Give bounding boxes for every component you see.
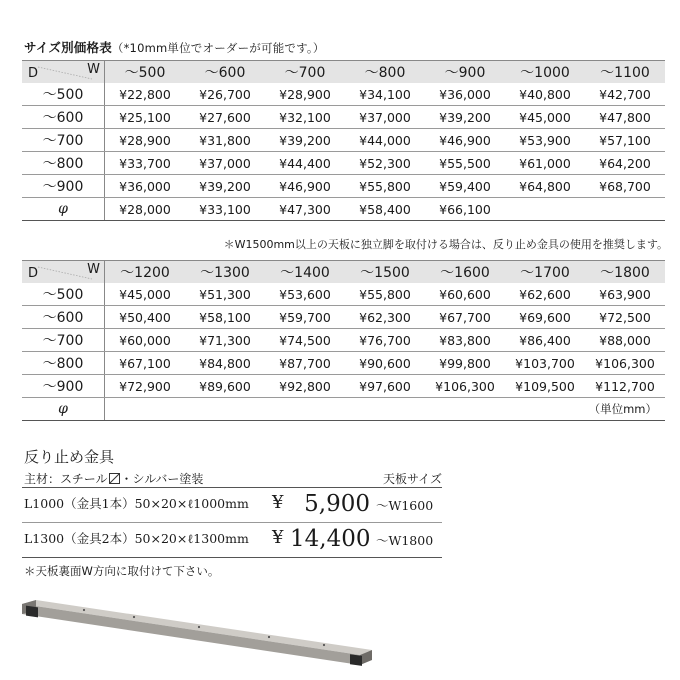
- price-cell: ¥33,100: [185, 198, 265, 221]
- price-cell: ¥106,300: [425, 375, 505, 398]
- table-header-row: [22, 261, 665, 284]
- price-cell: ¥89,600: [185, 375, 265, 398]
- price-cell: ¥87,700: [265, 352, 345, 375]
- price-cell: ¥45,000: [105, 283, 186, 306]
- price-cell: ¥46,900: [425, 129, 505, 152]
- bracket-material: [24, 470, 203, 487]
- price-cell: ¥69,600: [505, 306, 585, 329]
- price-cell: ¥64,800: [505, 175, 585, 198]
- price-cell: ¥86,400: [505, 329, 585, 352]
- price-cell: ¥67,100: [105, 352, 186, 375]
- column-header: ～900: [425, 61, 505, 84]
- corner-w-label: W: [87, 62, 100, 77]
- row-label: ～700: [22, 329, 105, 352]
- row-label: ～900: [22, 375, 105, 398]
- finish-label: ・シルバー塗装: [120, 472, 204, 486]
- price-cell: ¥55,800: [345, 283, 425, 306]
- price-cell: ¥53,600: [265, 283, 345, 306]
- price-cell: ¥44,000: [345, 129, 425, 152]
- board-size-label: 天板サイズ: [383, 472, 443, 486]
- price-cell: ¥63,900: [585, 283, 665, 306]
- price-cell: ¥60,000: [105, 329, 186, 352]
- divider: [22, 557, 442, 558]
- column-header: ～1500: [345, 261, 425, 284]
- steel-bracket-illustration: [14, 592, 384, 670]
- recommendation-note: ＊W1500mm以上の天板に独立脚を取付ける場合は、反り止め金具の使用を推奨します。: [223, 238, 668, 251]
- screw-hole: [198, 626, 200, 628]
- price-cell: ¥45,000: [505, 106, 585, 129]
- price-cell: ¥59,700: [265, 306, 345, 329]
- price-cell: ¥109,500: [505, 375, 585, 398]
- column-header: ～1300: [185, 261, 265, 284]
- screw-hole: [323, 644, 325, 646]
- price-cell: ¥66,100: [425, 198, 505, 221]
- table-row: [22, 129, 665, 152]
- column-header: ～700: [265, 61, 345, 84]
- column-header: ～1600: [425, 261, 505, 284]
- price-cell: ¥32,100: [265, 106, 345, 129]
- price-cell: ¥99,800: [425, 352, 505, 375]
- price-cell: ¥46,900: [265, 175, 345, 198]
- price-cell: ¥68,700: [585, 175, 665, 198]
- price-cell: ¥57,100: [585, 129, 665, 152]
- price-cell: ¥53,900: [505, 129, 585, 152]
- price-cell: ¥40,800: [505, 83, 585, 106]
- price-cell: ¥28,900: [265, 83, 345, 106]
- table-row: [22, 198, 665, 221]
- price-cell: ¥55,800: [345, 175, 425, 198]
- divider: [22, 522, 442, 523]
- row-label: ～800: [22, 152, 105, 175]
- row-label-round: φ: [22, 198, 105, 221]
- price-cell: ¥37,000: [345, 106, 425, 129]
- row-label: ～600: [22, 306, 105, 329]
- price-cell: ¥51,300: [185, 283, 265, 306]
- price-cell: ¥71,300: [185, 329, 265, 352]
- price-cell: ¥88,000: [585, 329, 665, 352]
- screw-hole: [268, 636, 270, 638]
- corner-d-label: D: [28, 66, 39, 81]
- price-table-heading: [24, 38, 325, 56]
- price-cell: ¥55,500: [425, 152, 505, 175]
- material-label: 主材：スチール: [24, 472, 108, 486]
- row-label: ～900: [22, 175, 105, 198]
- price-cell: ¥36,000: [425, 83, 505, 106]
- yen-sign: ¥: [272, 492, 284, 513]
- table-row: [22, 106, 665, 129]
- price-cell: ¥76,700: [345, 329, 425, 352]
- heading-note: （*10mm単位でオーダーが可能です。）: [111, 41, 325, 55]
- table-row: [22, 352, 665, 375]
- price-cell: ¥97,600: [345, 375, 425, 398]
- price-cell: ¥74,500: [265, 329, 345, 352]
- price-cell: ¥90,600: [345, 352, 425, 375]
- mounting-note: ＊天板裏面W方向に取付けて下さい。: [24, 564, 220, 578]
- table-header-row: [22, 61, 665, 84]
- price-cell: ¥61,000: [505, 152, 585, 175]
- price-cell: ¥72,900: [105, 375, 186, 398]
- row-label: ～600: [22, 106, 105, 129]
- price-cell: ¥44,400: [265, 152, 345, 175]
- column-header: ～1000: [505, 61, 585, 84]
- price-cell: ¥33,700: [105, 152, 186, 175]
- table-row: [22, 375, 665, 398]
- price-cell: ¥47,300: [265, 198, 345, 221]
- price-table-1: [22, 60, 665, 221]
- table-row: [22, 83, 665, 106]
- price-cell: ¥39,200: [185, 175, 265, 198]
- price-cell: ¥59,400: [425, 175, 505, 198]
- price-cell: ¥47,800: [585, 106, 665, 129]
- bracket-item-spec: L1300（金具2本）50×20×ℓ1300mm: [24, 531, 249, 546]
- table-row: [22, 306, 665, 329]
- price-cell: ¥64,200: [585, 152, 665, 175]
- column-header: ～1400: [265, 261, 345, 284]
- row-label-round: φ: [22, 398, 105, 421]
- price-cell: ¥42,700: [585, 83, 665, 106]
- column-header: ～800: [345, 61, 425, 84]
- price-cell: ¥83,800: [425, 329, 505, 352]
- price-cell: ¥62,600: [505, 283, 585, 306]
- square-slash-icon: [109, 473, 120, 484]
- price-cell: ¥28,000: [105, 198, 186, 221]
- column-header: ～1800: [585, 261, 665, 284]
- price-cell: [585, 198, 665, 221]
- corner-d-label: D: [28, 266, 39, 281]
- table-row: [22, 329, 665, 352]
- price-cell: ¥27,600: [185, 106, 265, 129]
- price-cell: ¥39,200: [425, 106, 505, 129]
- price-cell: ¥103,700: [505, 352, 585, 375]
- corner-w-label: W: [87, 262, 100, 277]
- column-header: ～1200: [105, 261, 186, 284]
- screw-hole: [83, 609, 85, 611]
- bracket-front-face: [22, 604, 360, 665]
- price-cell: ¥112,700: [585, 375, 665, 398]
- end-cap: [26, 606, 38, 618]
- row-label: ～800: [22, 352, 105, 375]
- column-header: ～1700: [505, 261, 585, 284]
- end-cap: [350, 654, 362, 666]
- bracket-range: ～W1600: [376, 498, 434, 513]
- divider: [22, 487, 442, 488]
- screw-hole: [133, 616, 135, 618]
- corner-cell: [22, 61, 105, 84]
- column-header: ～600: [185, 61, 265, 84]
- price-cell: ¥58,100: [185, 306, 265, 329]
- bracket-item-spec: L1000（金具1本）50×20×ℓ1000mm: [24, 496, 249, 511]
- heading-title: サイズ別価格表: [24, 40, 112, 55]
- row-label: ～700: [22, 129, 105, 152]
- price-cell: ¥106,300: [585, 352, 665, 375]
- bracket-price: 5,900: [304, 491, 370, 517]
- row-label: ～500: [22, 283, 105, 306]
- price-cell: ¥37,000: [185, 152, 265, 175]
- price-cell: ¥50,400: [105, 306, 186, 329]
- table-row: [22, 283, 665, 306]
- price-cell: ¥25,100: [105, 106, 186, 129]
- price-cell: ¥31,800: [185, 129, 265, 152]
- price-cell: ¥67,700: [425, 306, 505, 329]
- bracket-range: ～W1800: [376, 533, 434, 548]
- corner-cell: [22, 261, 105, 284]
- price-cell: [505, 198, 585, 221]
- table-row: [22, 152, 665, 175]
- price-cell: ¥62,300: [345, 306, 425, 329]
- table-row: [22, 398, 665, 421]
- bracket-top-face: [22, 600, 372, 655]
- price-cell: ¥36,000: [105, 175, 186, 198]
- price-cell: ¥26,700: [185, 83, 265, 106]
- yen-sign: ¥: [272, 527, 284, 548]
- table-row: [22, 175, 665, 198]
- price-table-2: [22, 260, 665, 421]
- price-cell: ¥92,800: [265, 375, 345, 398]
- bracket-section-title: 反り止め金具: [24, 448, 115, 466]
- price-cell: ¥39,200: [265, 129, 345, 152]
- column-header: ～1100: [585, 61, 665, 84]
- price-cell: ¥60,600: [425, 283, 505, 306]
- bracket-price: 14,400: [290, 526, 371, 552]
- column-header: ～500: [105, 61, 186, 84]
- price-cell: ¥34,100: [345, 83, 425, 106]
- unit-label: （単位mm）: [105, 398, 666, 421]
- price-cell: ¥22,800: [105, 83, 186, 106]
- price-cell: ¥28,900: [105, 129, 186, 152]
- row-label: ～500: [22, 83, 105, 106]
- price-cell: ¥58,400: [345, 198, 425, 221]
- price-cell: ¥84,800: [185, 352, 265, 375]
- price-cell: ¥72,500: [585, 306, 665, 329]
- price-cell: ¥52,300: [345, 152, 425, 175]
